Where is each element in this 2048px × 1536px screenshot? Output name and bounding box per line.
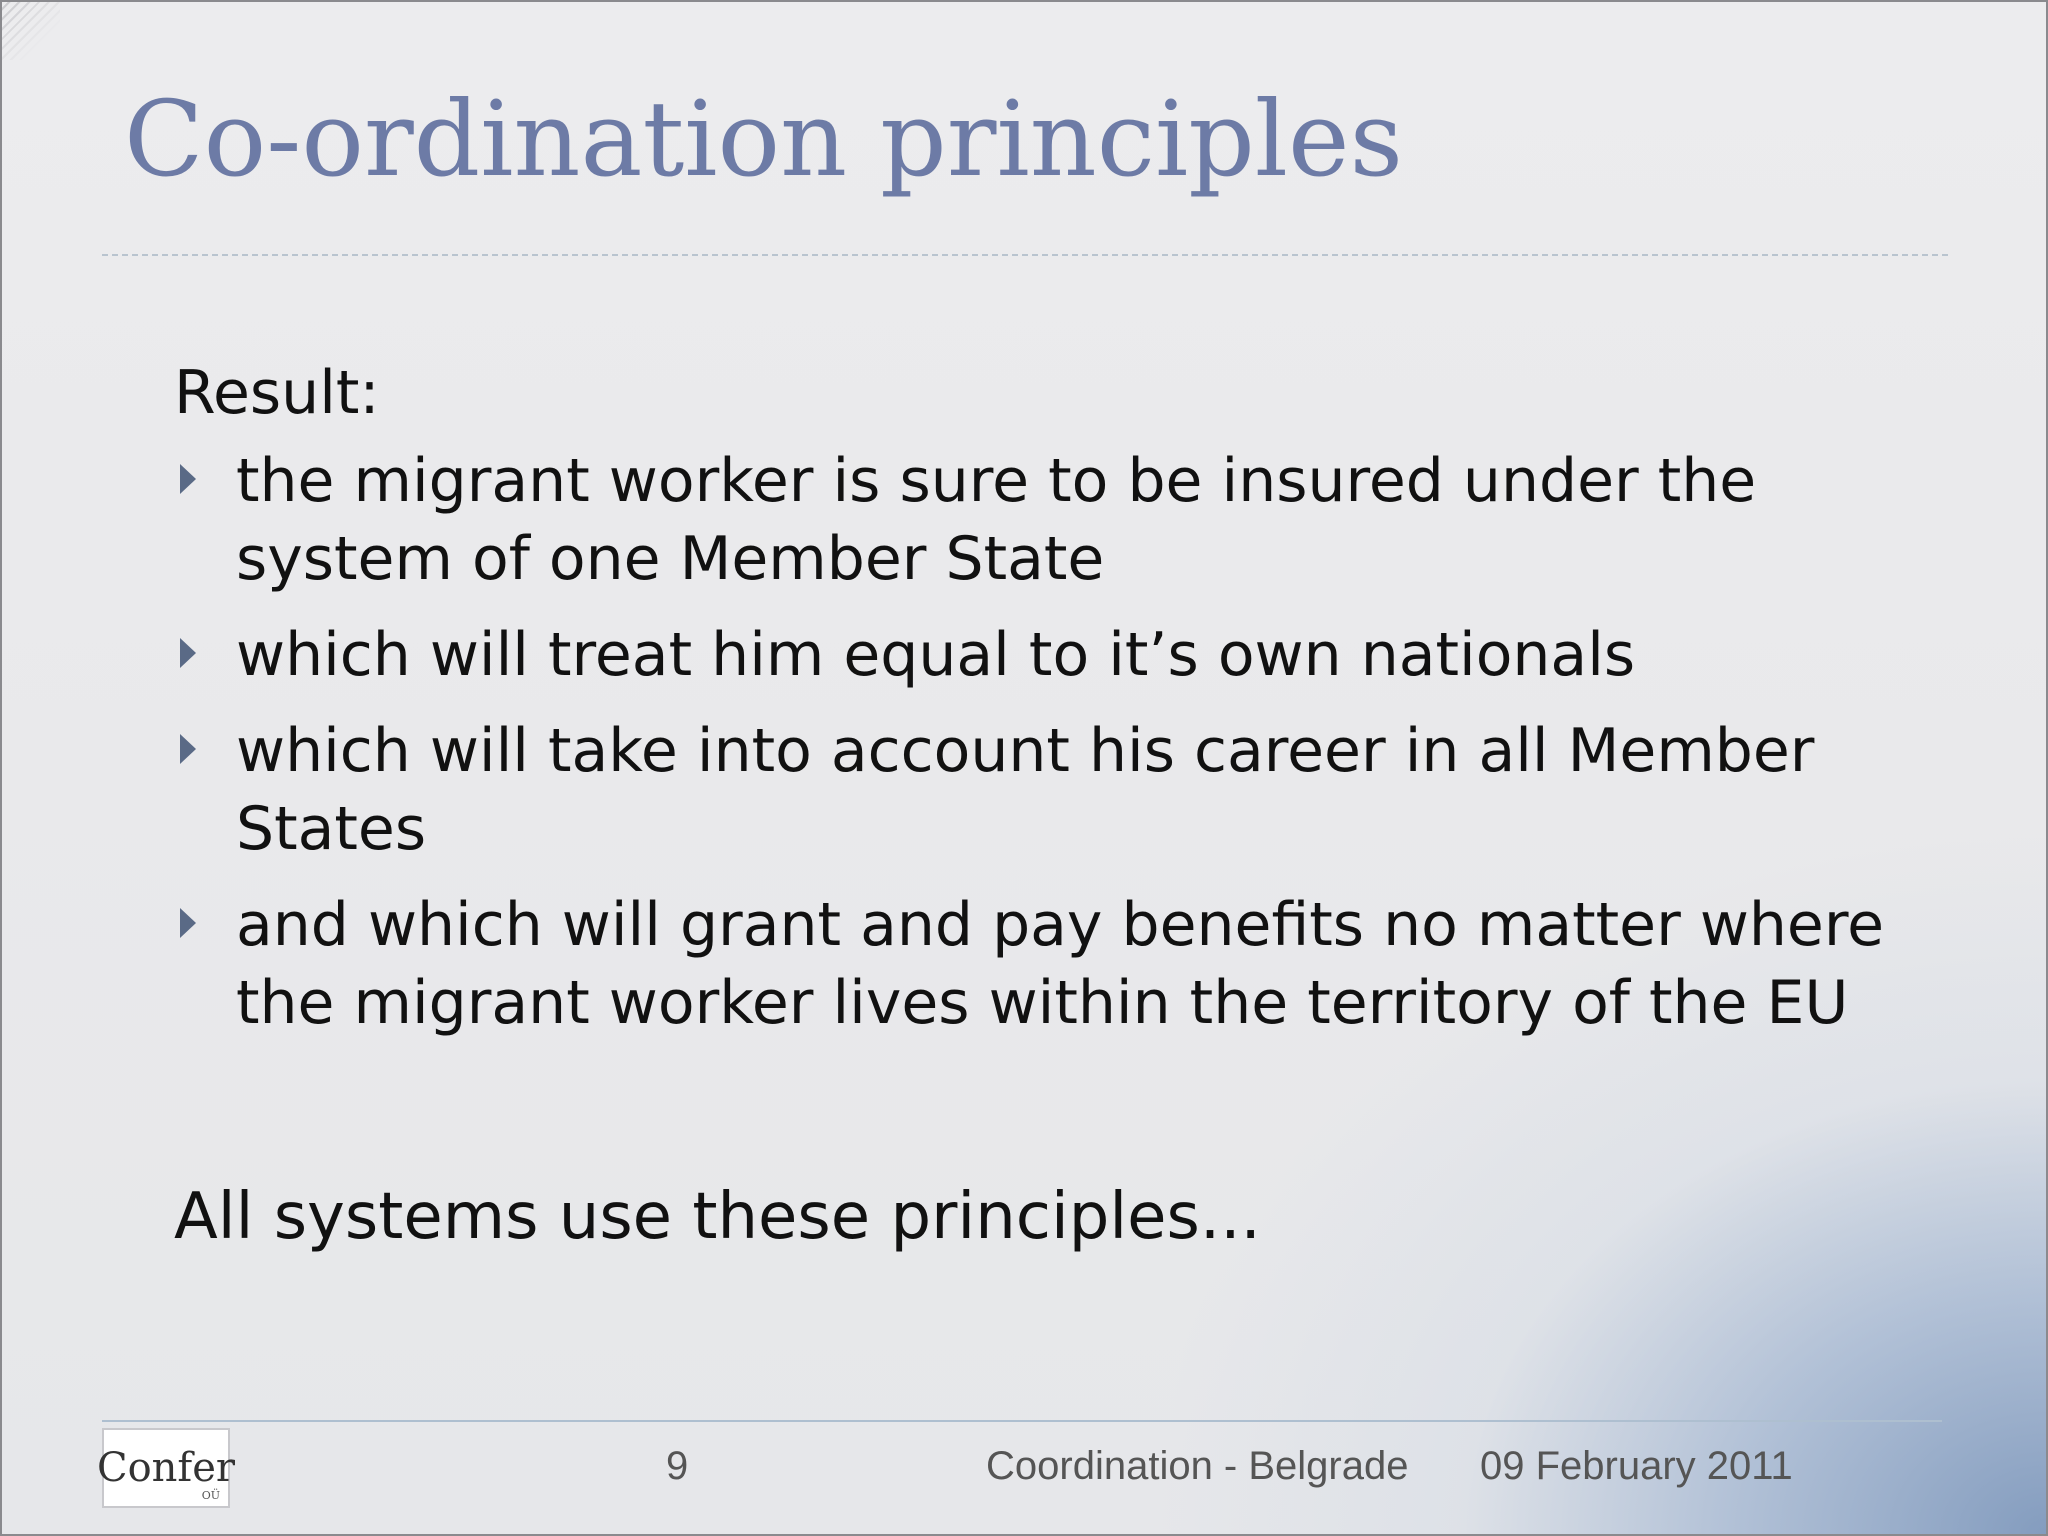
bullet-arrow-icon (180, 734, 196, 764)
logo-text: Confer (96, 1445, 236, 1491)
bullet-text: which will take into account his career in all Member States (236, 716, 1815, 864)
corner-decoration (0, 0, 60, 60)
footer-event: Coordination - Belgrade (986, 1444, 1409, 1488)
title-divider (102, 254, 1948, 256)
slide-title: Co-ordination principles (124, 78, 1403, 200)
footer-divider (102, 1420, 1942, 1422)
closing-statement: All systems use these principles... (174, 1180, 1261, 1254)
footer-date: 09 February 2011 (1480, 1444, 1793, 1488)
slide-body (174, 354, 1934, 1060)
bullet-text: which will treat him equal to it’s own nationals (236, 620, 1636, 690)
bullet-arrow-icon (180, 908, 196, 938)
bullet-item (174, 886, 1934, 1042)
bullet-item (174, 712, 1934, 868)
bullet-item (174, 442, 1934, 598)
bullet-arrow-icon (180, 638, 196, 668)
confer-logo (96, 1428, 236, 1508)
bullet-text: and which will grant and pay benefits no matter where the migrant worker lives within the territory of the EU (236, 890, 1885, 1038)
page-number: 9 (666, 1444, 689, 1488)
bullet-item (174, 616, 1934, 694)
logo-subtext: OÜ (201, 1489, 220, 1502)
bullet-text: the migrant worker is sure to be insured under the system of one Member State (236, 446, 1757, 594)
result-heading: Result: (174, 358, 380, 428)
bullet-arrow-icon (180, 464, 196, 494)
